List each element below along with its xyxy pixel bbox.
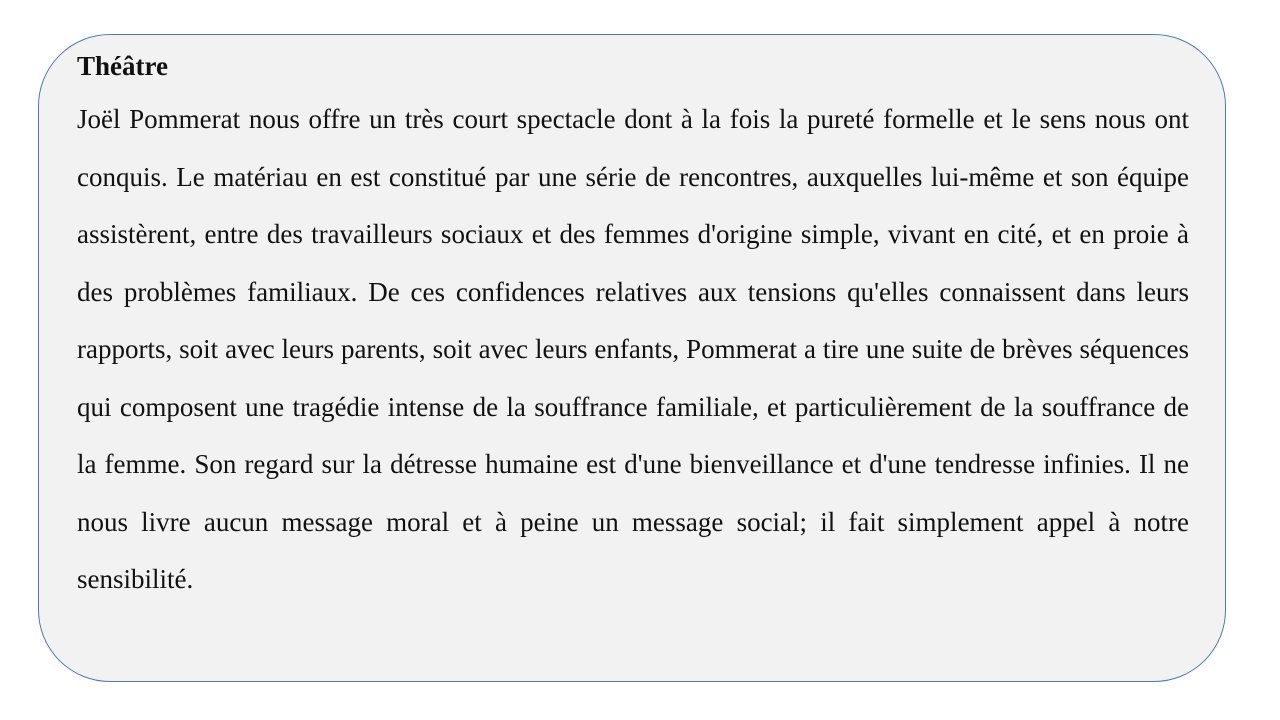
body-paragraph: Joël Pommerat nous offre un très court spectacle dont à la fois la pureté formelle et le sens nous ont conquis. Le matériau en est constitué par une série de rencontres, auxquelles lui-même et son équipe assistèrent, entre des travailleurs sociaux et des femmes d'origine simple, vivant en cité, et en proie à des problèmes familiaux. De ces confidences relatives aux tensions qu'elles connaissent dans leurs rapports, soit avec leurs parents, soit avec leurs enfants, Pommerat a tire une suite de brèves séquences qui composent une tragédie intense de la souffrance familiale, et particulièrement de la souffrance de la femme. Son regard sur la détresse humaine est d'une bienveillance et d'une tendresse infinies. Il ne nous livre aucun message moral et à peine un message social; il fait simplement appel à notre sensibilité. xyxy=(77,104,1189,594)
section-title: Théâtre xyxy=(77,51,168,81)
text-box-content xyxy=(77,48,1189,609)
